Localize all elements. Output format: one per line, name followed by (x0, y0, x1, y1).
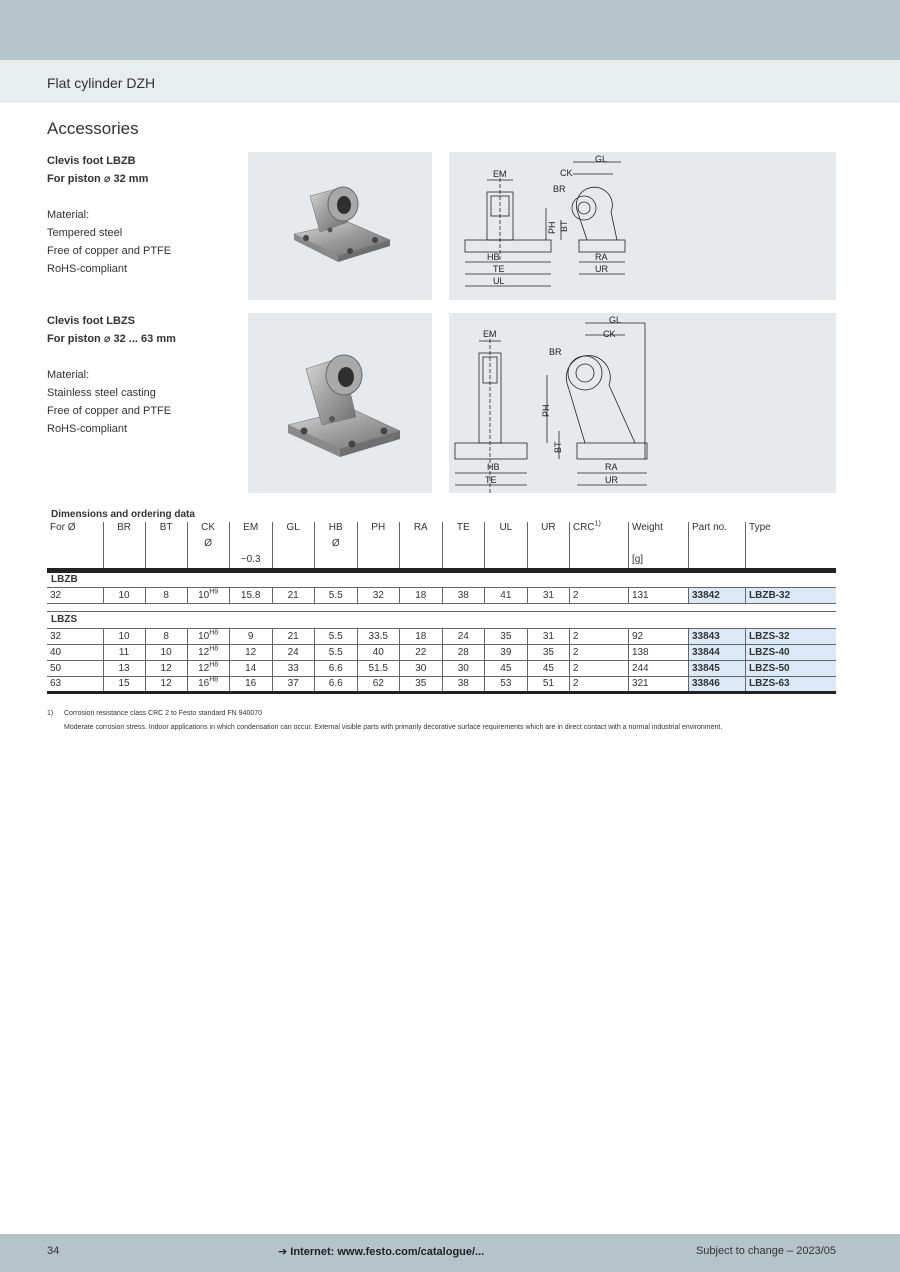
note-2: RoHS-compliant (47, 423, 128, 435)
table-row: 32 10 8 $10^{H9}$ 15.8 21 5.5 32 18 38 41 31 2 131 33842 LBZB-32 (47, 587, 836, 603)
crc-footnote-ref: 1) (594, 520, 601, 528)
table-row: 50 13 12 $12^{H8}$ 14 33 6.6 51.5 30 30 45 45 2 244 33845 LBZS-50 (47, 660, 836, 676)
label-br: BR (553, 184, 566, 194)
ck-sub: Ø (187, 538, 229, 554)
col-type: Type (746, 522, 836, 538)
technical-drawing-lbzb (449, 152, 836, 300)
accessory-piston: For piston ⌀ 32 mm (47, 173, 149, 185)
group-lbzb: LBZB (47, 570, 836, 587)
part-number: 33846 (689, 676, 746, 692)
label-ra: RA (605, 462, 618, 472)
product-photo-lbzs (248, 313, 432, 493)
col-hb: HB (314, 522, 357, 538)
label-hb: HB (487, 462, 500, 472)
col-for: For Ø (50, 522, 76, 533)
label-ul: UL (493, 276, 505, 286)
subject-to-change-note: Subject to change – 2023/05 (695, 1245, 836, 1257)
col-ur: UR (527, 522, 569, 538)
accessory-lbzb-description (47, 152, 171, 278)
page-number: 34 (47, 1245, 60, 1257)
em-sub: −0.3 (229, 554, 272, 570)
note-2: RoHS-compliant (47, 263, 128, 275)
type-code: LBZS-63 (746, 676, 836, 692)
col-em: EM (229, 522, 272, 538)
product-photo-lbzb (248, 152, 432, 300)
col-ph: PH (357, 522, 399, 538)
label-ph: PH (547, 221, 557, 234)
label-bt: BT (559, 220, 569, 232)
dimensions-table (47, 506, 836, 694)
internet-link[interactable]: ➔ Internet: www.festo.com/catalogue/... (278, 1246, 485, 1258)
section-title: Accessories (47, 119, 139, 138)
label-ck: CK (560, 168, 573, 178)
group-lbzs: LBZS (47, 611, 836, 628)
col-part: Part no. (689, 522, 746, 538)
label-te: TE (493, 264, 505, 274)
label-em: EM (493, 169, 507, 179)
col-bt: BT (145, 522, 187, 538)
col-ra: RA (399, 522, 442, 538)
part-number: 33845 (689, 660, 746, 676)
label-ra: RA (595, 252, 608, 262)
table-row: 32 10 8 $10^{H8}$ 9 21 5.5 33.5 18 24 35 31 2 92 33843 LBZS-32 (47, 628, 836, 644)
col-gl: GL (272, 522, 314, 538)
part-number: 33844 (689, 644, 746, 660)
col-ck: CK (187, 522, 229, 538)
label-ur: UR (595, 264, 608, 274)
label-ck: CK (603, 329, 616, 339)
accessory-lbzs-description (47, 312, 176, 438)
label-hb: HB (487, 252, 500, 262)
page-header-title: Flat cylinder DZH (47, 75, 156, 91)
label-bt: BT (553, 441, 563, 453)
material-value: Tempered steel (47, 227, 123, 239)
col-ul: UL (484, 522, 527, 538)
part-number: 33842 (689, 587, 746, 603)
col-te: TE (442, 522, 484, 538)
table-caption: Dimensions and ordering data (51, 508, 195, 520)
footnote-line-2: Moderate corrosion stress. Indoor applications in which condensation can occur. External visible parts with primarily decorative surface requirements which are in direct contact with a normal industrial environment. (64, 724, 723, 731)
label-gl: GL (595, 154, 608, 164)
note-1: Free of copper and PTFE (47, 245, 172, 257)
label-br: BR (549, 347, 562, 357)
footnote-line-1: Corrosion resistance class CRC 2 to Festo standard FN 940070 (64, 710, 263, 717)
col-crc: CRC$^{1)}$ (569, 522, 628, 538)
material-label: Material: (47, 209, 90, 221)
material-value: Stainless steel casting (47, 387, 156, 399)
weight-sub: [g] (628, 554, 688, 570)
label-ur: UR (605, 475, 618, 485)
material-label: Material: (47, 369, 90, 381)
type-code: LBZS-40 (746, 644, 836, 660)
label-gl: GL (609, 315, 622, 325)
col-br: BR (103, 522, 145, 538)
footnote-marker: 1) (47, 710, 54, 717)
accessory-name: Clevis foot LBZS (47, 315, 136, 327)
table-row: 40 11 10 $12^{H8}$ 12 24 5.5 40 22 28 39 35 2 138 33844 LBZS-40 (47, 644, 836, 660)
top-bar (0, 0, 900, 60)
label-ph: PH (541, 404, 551, 417)
table-row: 63 15 12 $16^{H8}$ 16 37 6.6 62 35 38 53 51 2 321 33846 LBZS-63 (47, 676, 836, 692)
hb-sub: Ø (314, 538, 357, 554)
type-code: LBZB-32 (746, 587, 836, 603)
label-te: TE (485, 475, 497, 485)
part-number: 33843 (689, 628, 746, 644)
technical-drawing-lbzs (449, 313, 836, 493)
footnote (47, 707, 723, 731)
type-code: LBZS-32 (746, 628, 836, 644)
note-1: Free of copper and PTFE (47, 405, 172, 417)
type-code: LBZS-50 (746, 660, 836, 676)
accessory-name: Clevis foot LBZB (47, 155, 136, 167)
accessory-piston: For piston ⌀ 32 ... 63 mm (47, 333, 176, 345)
col-weight: Weight (628, 522, 688, 538)
label-em: EM (483, 329, 497, 339)
